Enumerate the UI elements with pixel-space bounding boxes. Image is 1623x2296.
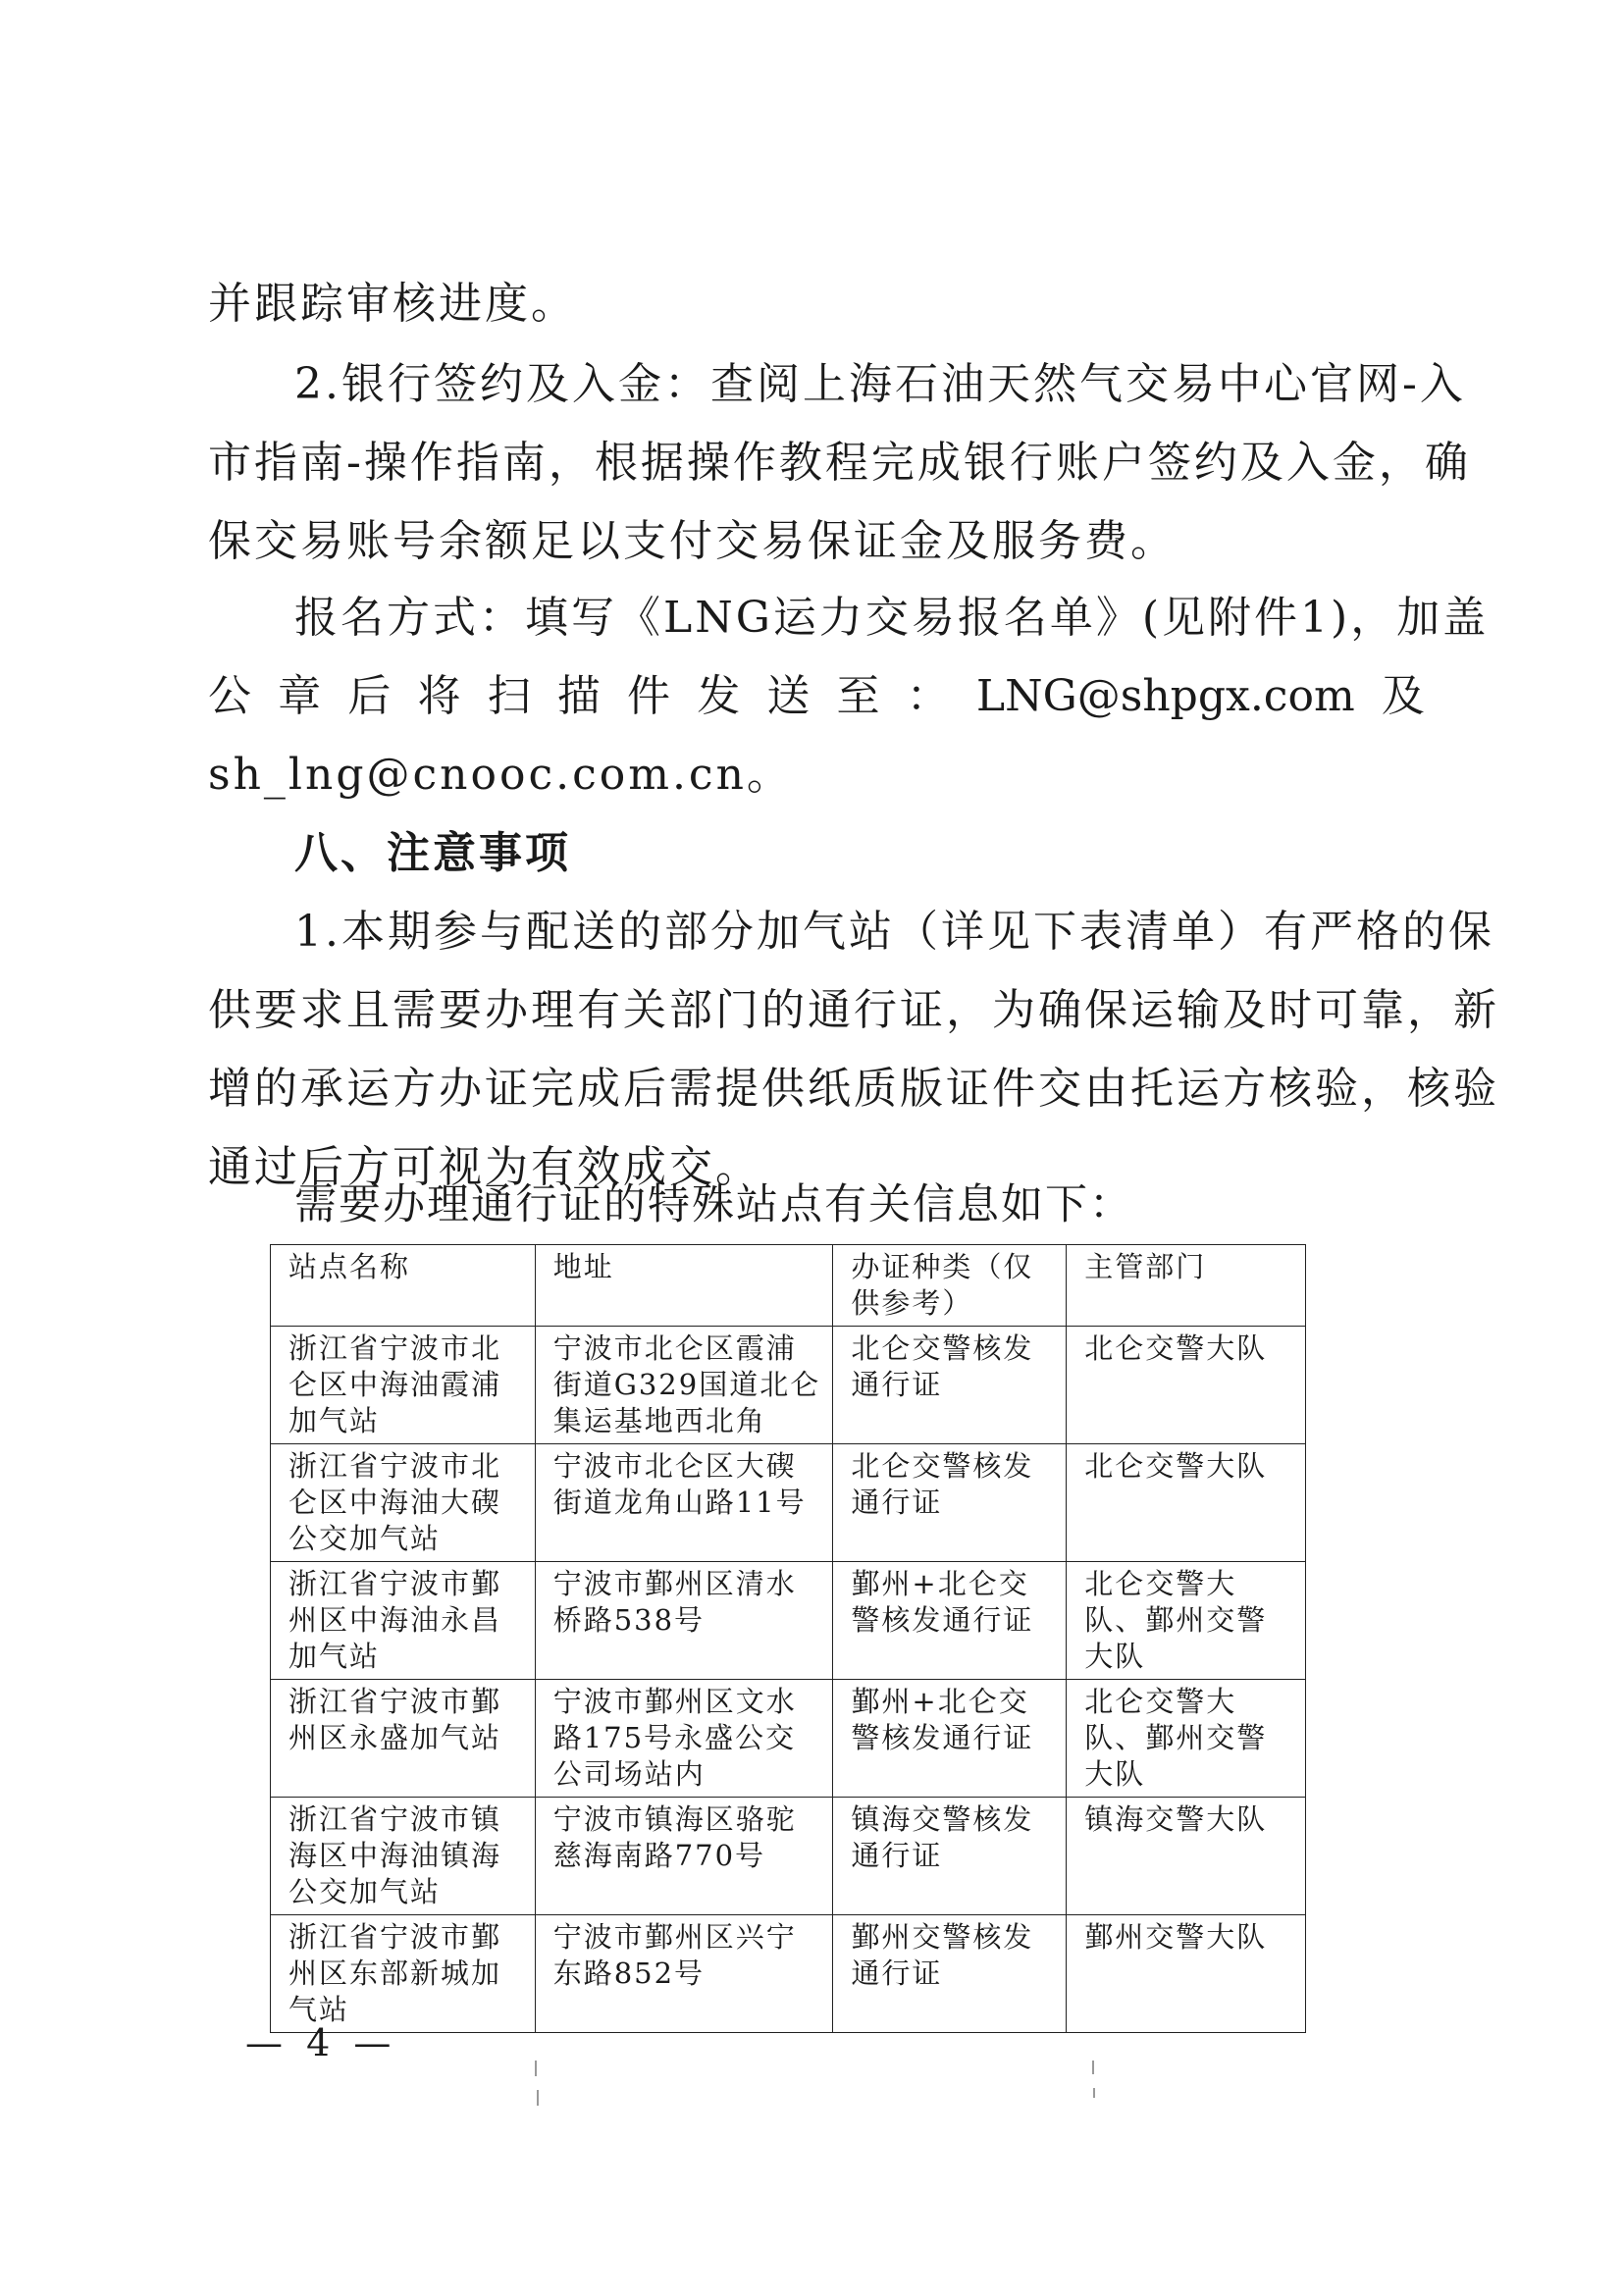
cell-permit-type: 北仑交警核发通行证	[833, 1444, 1067, 1562]
paragraph-line: sh_lng@cnooc.com.cn。	[208, 750, 793, 800]
cell-address: 宁波市镇海区骆驼慈海南路770号	[535, 1798, 833, 1915]
paragraph-line-spread	[208, 667, 1425, 726]
table-header-row	[271, 1245, 1306, 1327]
cell-address: 宁波市北仑区霞浦街道G329国道北仑集运基地西北角	[535, 1327, 833, 1444]
cell-department: 北仑交警大队	[1067, 1444, 1306, 1562]
stations-table	[270, 1244, 1306, 2033]
spread-char: 扫	[487, 671, 531, 721]
cell-address: 宁波市鄞州区清水桥路538号	[535, 1562, 833, 1680]
table-row	[271, 1680, 1306, 1798]
cell-permit-type: 北仑交警核发通行证	[833, 1327, 1067, 1444]
cell-department: 镇海交警大队	[1067, 1798, 1306, 1915]
cell-station-name: 浙江省宁波市镇海区中海油镇海公交加气站	[271, 1798, 536, 1915]
spread-char: 及	[1381, 671, 1425, 721]
header-department: 主管部门	[1067, 1245, 1306, 1327]
table-row	[271, 1562, 1306, 1680]
scan-mark	[535, 2061, 537, 2076]
paragraph-line: 市指南-操作指南，根据操作教程完成银行账户签约及入金，确	[208, 438, 1471, 488]
cell-address: 宁波市鄞州区文水路175号永盛公交公司场站内	[535, 1680, 833, 1798]
cell-department: 北仑交警大队、鄞州交警大队	[1067, 1562, 1306, 1680]
spread-char: 公	[208, 671, 251, 721]
paragraph-line: 报名方式：填写《LNG运力交易报名单》(见附件1)，加盖	[294, 593, 1490, 643]
cell-department: 北仑交警大队、鄞州交警大队	[1067, 1680, 1306, 1798]
table-row	[271, 1798, 1306, 1915]
cell-station-name: 浙江省宁波市鄞州区永盛加气站	[271, 1680, 536, 1798]
cell-station-name: 浙江省宁波市北仑区中海油大碶公交加气站	[271, 1444, 536, 1562]
table-caption: 需要办理通行证的特殊站点有关信息如下：	[294, 1180, 1133, 1229]
cell-station-name: 浙江省宁波市鄞州区中海油永昌加气站	[271, 1562, 536, 1680]
spread-char: LNG@shpgx.com	[975, 671, 1355, 721]
section-heading: 八、注意事项	[294, 828, 571, 878]
paragraph-line: 保交易账号余额足以支付交易保证金及服务费。	[208, 516, 1177, 566]
paragraph-line: 并跟踪审核进度。	[208, 279, 577, 329]
spread-char: 后	[347, 671, 392, 721]
spread-char: ：	[906, 671, 950, 721]
spread-char: 将	[417, 671, 461, 721]
scan-mark	[1093, 2088, 1095, 2098]
spread-char: 送	[766, 671, 811, 721]
table-row	[271, 1444, 1306, 1562]
page-number: — 4 —	[245, 2021, 397, 2064]
table-row	[271, 1327, 1306, 1444]
spread-char: 描	[556, 671, 601, 721]
cell-station-name: 浙江省宁波市北仑区中海油霞浦加气站	[271, 1327, 536, 1444]
spread-char: 发	[697, 671, 741, 721]
spread-char: 件	[627, 671, 671, 721]
paragraph-line: 通过后方可视为有效成交。	[208, 1142, 761, 1192]
cell-permit-type: 鄞州交警核发通行证	[833, 1915, 1067, 2033]
table-row	[271, 1915, 1306, 2033]
header-permit-type: 办证种类（仅供参考）	[833, 1245, 1067, 1327]
spread-char: 至	[836, 671, 880, 721]
scan-mark	[1092, 2061, 1094, 2074]
paragraph-line: 供要求且需要办理有关部门的通行证，为确保运输及时可靠，新	[208, 985, 1499, 1035]
cell-permit-type: 鄞州+北仑交警核发通行证	[833, 1680, 1067, 1798]
cell-department: 北仑交警大队	[1067, 1327, 1306, 1444]
spread-char: 章	[278, 671, 322, 721]
header-station-name: 站点名称	[271, 1245, 536, 1327]
paragraph-line: 2.银行签约及入金：查阅上海石油天然气交易中心官网-入	[294, 359, 1466, 409]
header-address: 地址	[535, 1245, 833, 1327]
cell-address: 宁波市鄞州区兴宁东路852号	[535, 1915, 833, 2033]
paragraph-line: 增的承运方办证完成后需提供纸质版证件交由托运方核验，核验	[208, 1064, 1499, 1114]
paragraph-line: 1.本期参与配送的部分加气站（详见下表清单）有严格的保	[294, 907, 1494, 957]
cell-permit-type: 镇海交警核发通行证	[833, 1798, 1067, 1915]
cell-permit-type: 鄞州+北仑交警核发通行证	[833, 1562, 1067, 1680]
cell-department: 鄞州交警大队	[1067, 1915, 1306, 2033]
cell-address: 宁波市北仑区大碶街道龙角山路11号	[535, 1444, 833, 1562]
cell-station-name: 浙江省宁波市鄞州区东部新城加气站	[271, 1915, 536, 2033]
scan-mark	[537, 2090, 539, 2106]
